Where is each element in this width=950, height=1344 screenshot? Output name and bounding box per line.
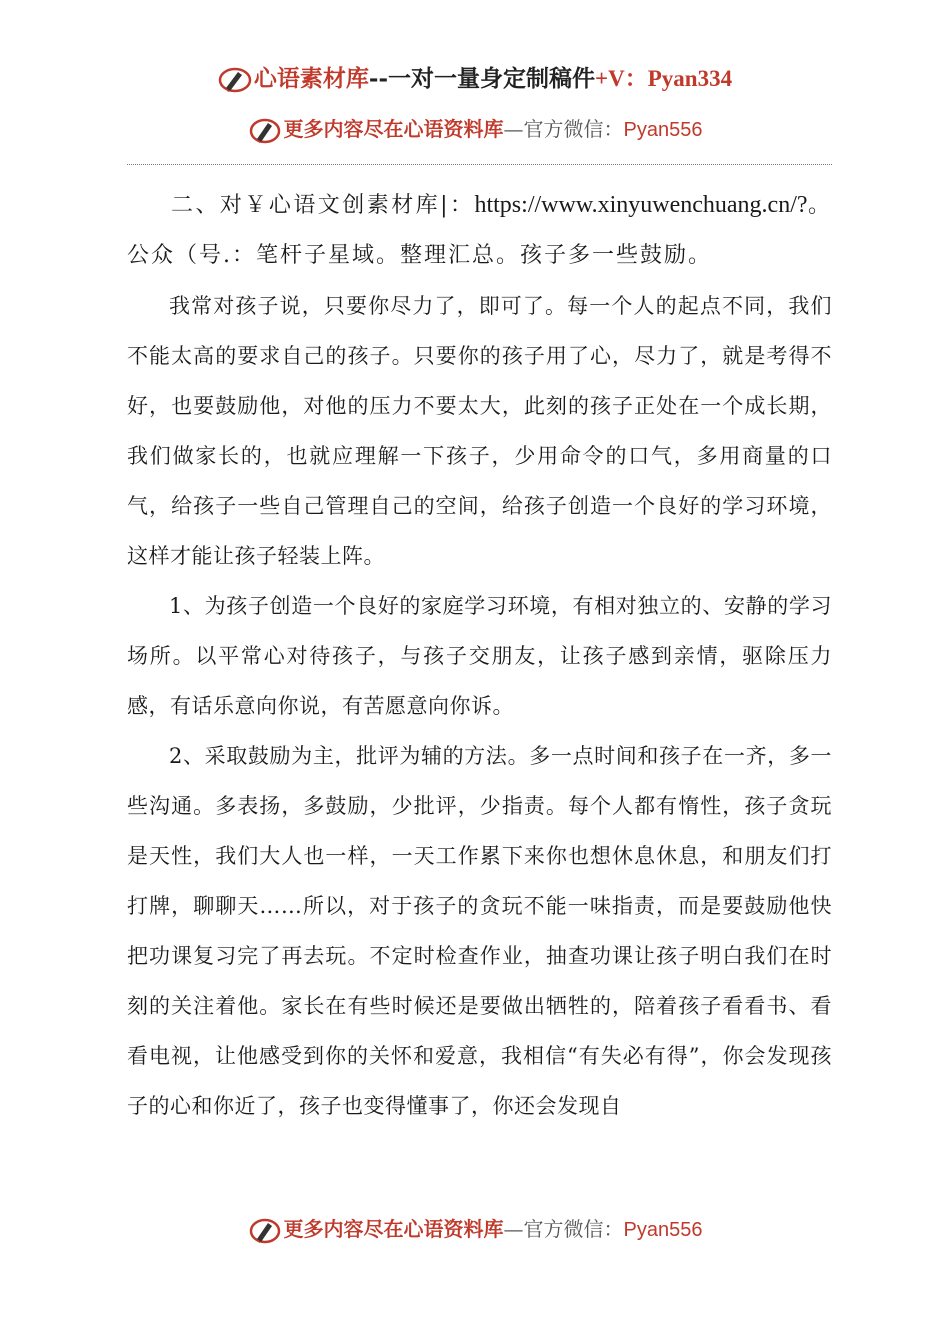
footer-text: 更多内容尽在心语资料库 (283, 1217, 504, 1241)
paragraph-intro (127, 180, 832, 281)
footer-label: —官方微信： (503, 1217, 624, 1241)
paragraph-2: 我常对孩子说，只要你尽力了，即可了。每一个人的起点不同，我们不能太高的要求自己的孩子。只要你的孩子用了心，尽力了，就是考得不好，也要鼓励他，对他的压力不要太大，此刻的孩子正处在一个成长期，我们做家长的，也就应理解一下孩子，少用命令的口气，多用商量的口气，给孩子一些自己管理自己的空间，给孩子创造一个良好的学习环境，这样才能让孩子轻装上阵。 (127, 294, 832, 568)
intro-lead: 二、对￥心语文创素材库|： (171, 193, 475, 218)
footer-line (0, 1212, 950, 1247)
pen-logo-icon (248, 116, 282, 146)
header-sub-wechat: Pyan556 (623, 119, 703, 141)
header-sub-text: 更多内容尽在心语资料库 (283, 117, 504, 141)
brand-name: 心语素材库 (253, 65, 369, 92)
brand-slogan: 一对一量身定制稿件 (388, 65, 596, 92)
pen-logo-icon (218, 66, 252, 94)
header-subline (0, 112, 950, 147)
header-divider (127, 164, 832, 165)
header-brand-line (0, 62, 950, 96)
paragraph-3: 1、为孩子创造一个良好的家庭学习环境，有相对独立的、安静的学习场所。以平常心对待孩子，与孩子交朋友，让孩子感到亲情，驱除压力感，有话乐意向你说，有苦愿意向你诉。 (127, 594, 832, 718)
brand-separator: -- (368, 65, 389, 92)
intro-tail: 。公众（号.：笔杆子星域。整理汇总。孩子多一些鼓励。 (127, 193, 832, 268)
paragraph-4: 2、采取鼓励为主，批评为辅的方法。多一点时间和孩子在一齐，多一些沟通。多表扬，多鼓励，少批评，少指责。每个人都有惰性，孩子贪玩是天性，我们大人也一样，一天工作累下来你也想休息休息，和朋友们打打牌，聊聊天……所以，对于孩子的贪玩不能一味指责，而是要鼓励他快把功课复习完了再去玩。不定时检查作业，抽查功课让孩子明白我们在时刻的关注着他。家长在有些时候还是要做出牺牲的，陪着孩子看看书、看看电视，让他感受到你的关怀和爱意，我相信“有失必有得”，你会发现孩子的心和你近了，孩子也变得懂事了，你还会发现自 (127, 744, 832, 1118)
document-body (127, 180, 832, 1131)
pen-logo-icon (248, 1216, 282, 1246)
brand-contact: +V：Pyan334 (595, 66, 733, 91)
intro-url: https://www.xinyuwenchuang.cn/? (474, 192, 808, 218)
header-sub-label: —官方微信： (503, 117, 624, 141)
footer-wechat: Pyan556 (623, 1219, 703, 1241)
